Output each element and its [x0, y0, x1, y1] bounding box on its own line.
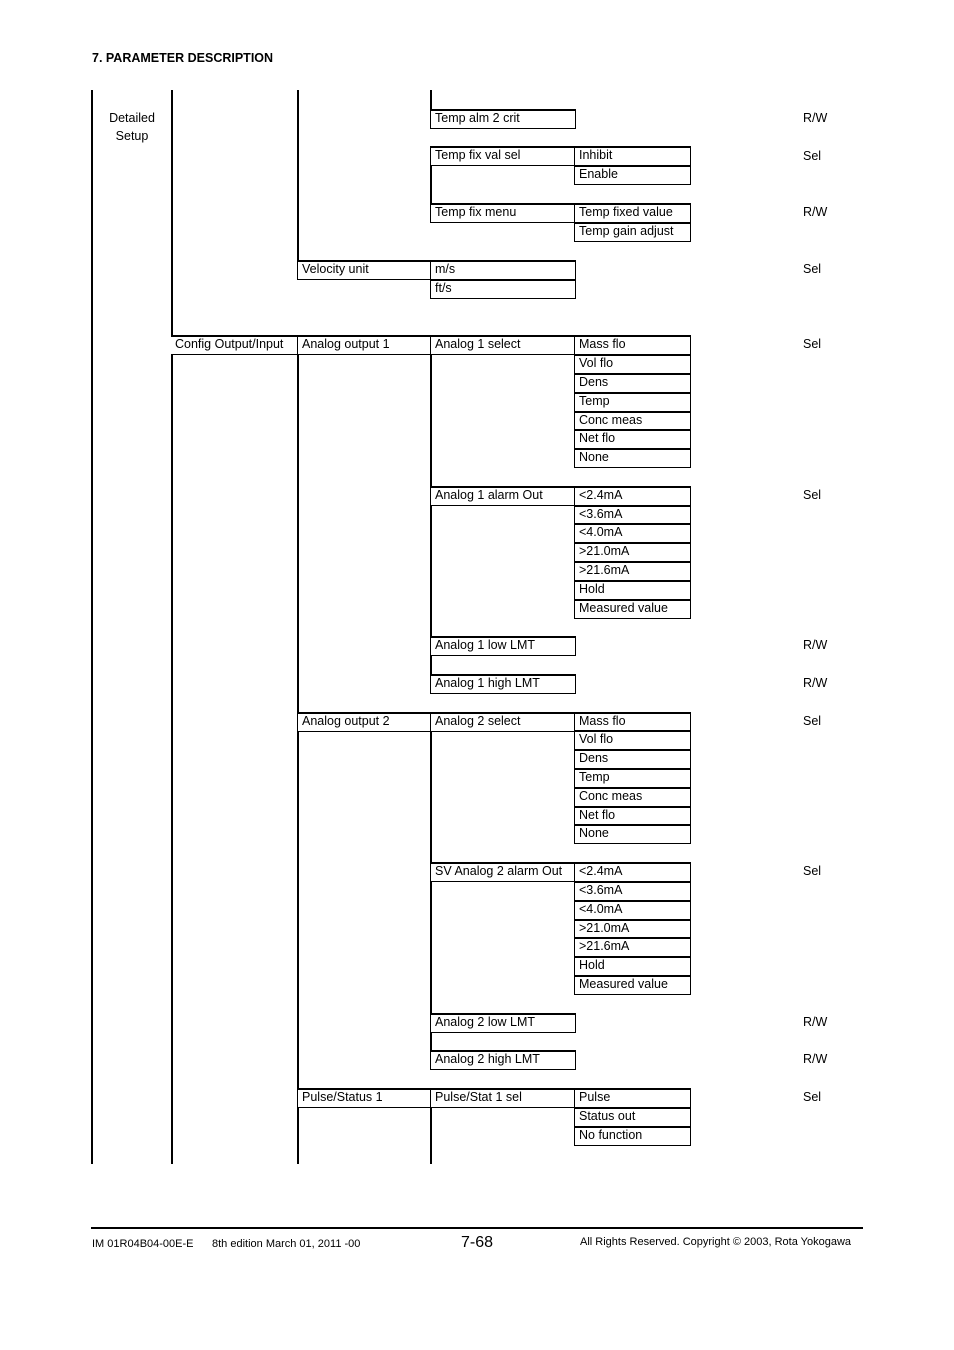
- a2-alarm-21-0ma[interactable]: >21.0mA: [574, 919, 691, 939]
- menu-velocity-unit[interactable]: Velocity unit: [297, 260, 432, 280]
- param-sv-analog-2-alarm-out[interactable]: SV Analog 2 alarm Out: [430, 862, 576, 882]
- param-pulse-stat-1-sel[interactable]: Pulse/Stat 1 sel: [430, 1088, 576, 1108]
- option-no-function[interactable]: No function: [574, 1126, 691, 1146]
- a2-option-dens[interactable]: Dens: [574, 749, 691, 769]
- detailed-setup-label: [96, 109, 168, 145]
- a1-alarm-hold[interactable]: Hold: [574, 580, 691, 600]
- a2-alarm-3-6ma[interactable]: <3.6mA: [574, 881, 691, 901]
- param-analog-2-select[interactable]: Analog 2 select: [430, 712, 576, 732]
- detailed-label: Detailed: [109, 111, 155, 125]
- param-analog-1-alarm-out[interactable]: Analog 1 alarm Out: [430, 486, 576, 506]
- param-analog-2-low-lmt[interactable]: Analog 2 low LMT: [430, 1013, 576, 1033]
- a1-option-conc-meas[interactable]: Conc meas: [574, 411, 691, 431]
- a1-alarm-21-0ma[interactable]: >21.0mA: [574, 542, 691, 562]
- a2-option-conc-meas[interactable]: Conc meas: [574, 787, 691, 807]
- section-title: 7. PARAMETER DESCRIPTION: [92, 51, 274, 65]
- access-velocity-unit: Sel: [803, 262, 822, 276]
- a1-alarm-21-6ma[interactable]: >21.6mA: [574, 561, 691, 581]
- tree-line-col1: [91, 90, 93, 1164]
- option-temp-fixed-value[interactable]: Temp fixed value: [574, 203, 691, 223]
- access-temp-fix-val-sel: Sel: [803, 149, 822, 163]
- a2-alarm-measured-value[interactable]: Measured value: [574, 975, 691, 995]
- footer-page-number: 7-68: [461, 1234, 494, 1251]
- option-ms[interactable]: m/s: [430, 260, 576, 280]
- access-pulse-stat-1-sel: Sel: [803, 1090, 822, 1104]
- access-analog-2-low-lmt: R/W: [803, 1015, 828, 1029]
- footer-edition: 8th edition March 01, 2011 -00: [212, 1238, 361, 1250]
- access-analog-1-low-lmt: R/W: [803, 638, 828, 652]
- a2-option-mass-flo[interactable]: Mass flo: [574, 712, 691, 732]
- param-analog-1-low-lmt[interactable]: Analog 1 low LMT: [430, 636, 576, 656]
- a1-alarm-3-6ma[interactable]: <3.6mA: [574, 505, 691, 525]
- a1-option-mass-flo[interactable]: Mass flo: [574, 335, 691, 355]
- a2-alarm-4-0ma[interactable]: <4.0mA: [574, 900, 691, 920]
- option-status-out[interactable]: Status out: [574, 1107, 691, 1127]
- a1-option-net-flo[interactable]: Net flo: [574, 429, 691, 449]
- param-temp-fix-menu[interactable]: Temp fix menu: [430, 203, 576, 223]
- param-temp-fix-val-sel[interactable]: Temp fix val sel: [430, 146, 576, 166]
- option-pulse[interactable]: Pulse: [574, 1088, 691, 1108]
- a2-option-net-flo[interactable]: Net flo: [574, 806, 691, 826]
- access-sv-analog-2-alarm-out: Sel: [803, 864, 822, 878]
- a2-alarm-21-6ma[interactable]: >21.6mA: [574, 937, 691, 957]
- a1-alarm-measured-value[interactable]: Measured value: [574, 599, 691, 619]
- a2-alarm-2-4ma[interactable]: <2.4mA: [574, 862, 691, 882]
- access-analog-2-select: Sel: [803, 714, 822, 728]
- footer-copyright: All Rights Reserved. Copyright © 2003, Rota Yokogawa: [580, 1236, 852, 1248]
- option-enable[interactable]: Enable: [574, 165, 691, 185]
- menu-analog-output-2[interactable]: Analog output 2: [297, 712, 432, 732]
- menu-pulse-status-1[interactable]: Pulse/Status 1: [297, 1088, 432, 1108]
- footer-doc-id: IM 01R04B04-00E-E: [92, 1238, 194, 1250]
- footer-rule: [91, 1227, 863, 1229]
- option-fts[interactable]: ft/s: [430, 279, 576, 299]
- tree-line-col3b: [297, 335, 299, 1164]
- tree-line-col3: [297, 90, 299, 280]
- param-analog-1-high-lmt[interactable]: Analog 1 high LMT: [430, 674, 576, 694]
- param-analog-1-select[interactable]: Analog 1 select: [430, 335, 576, 355]
- param-analog-2-high-lmt[interactable]: Analog 2 high LMT: [430, 1050, 576, 1070]
- a1-alarm-4-0ma[interactable]: <4.0mA: [574, 523, 691, 543]
- a1-option-dens[interactable]: Dens: [574, 373, 691, 393]
- a1-alarm-2-4ma[interactable]: <2.4mA: [574, 486, 691, 506]
- a1-option-none[interactable]: None: [574, 448, 691, 468]
- menu-analog-output-1[interactable]: Analog output 1: [297, 335, 432, 355]
- access-temp-alm-2-crit: R/W: [803, 111, 828, 125]
- access-temp-fix-menu: R/W: [803, 205, 828, 219]
- access-analog-1-select: Sel: [803, 337, 822, 351]
- a2-option-none[interactable]: None: [574, 824, 691, 844]
- a1-option-temp[interactable]: Temp: [574, 392, 691, 412]
- a2-alarm-hold[interactable]: Hold: [574, 956, 691, 976]
- access-analog-1-high-lmt: R/W: [803, 676, 828, 690]
- option-inhibit[interactable]: Inhibit: [574, 146, 691, 166]
- tree-line-col2: [171, 90, 173, 1164]
- setup-label: Setup: [115, 129, 149, 143]
- option-temp-gain-adjust[interactable]: Temp gain adjust: [574, 222, 691, 242]
- menu-config-output-input[interactable]: Config Output/Input: [171, 335, 299, 355]
- access-analog-1-alarm-out: Sel: [803, 488, 822, 502]
- tree-line-col4a: [430, 90, 432, 109]
- a2-option-temp[interactable]: Temp: [574, 768, 691, 788]
- param-temp-alm-2-crit[interactable]: Temp alm 2 crit: [430, 109, 576, 129]
- a1-option-vol-flo[interactable]: Vol flo: [574, 354, 691, 374]
- a2-option-vol-flo[interactable]: Vol flo: [574, 730, 691, 750]
- access-analog-2-high-lmt: R/W: [803, 1052, 828, 1066]
